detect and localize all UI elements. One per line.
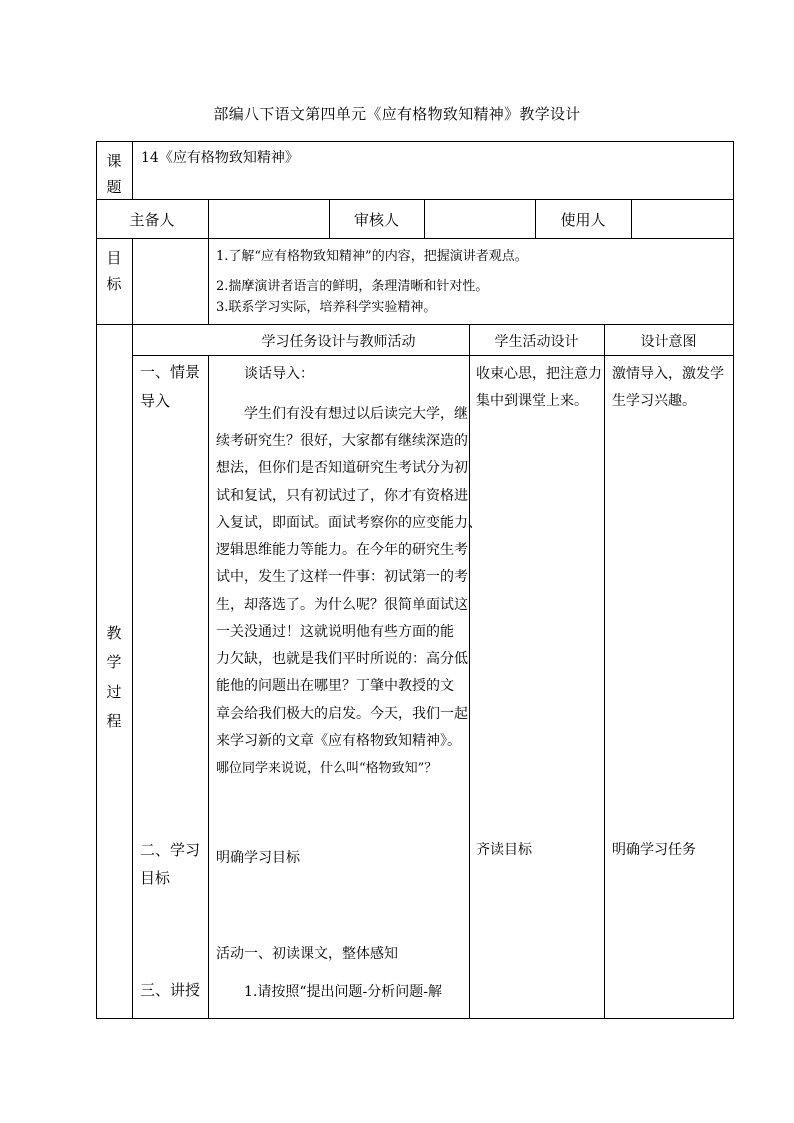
stage1-line: 试中，发生了这样一件事：初试第一的考 xyxy=(216,569,468,585)
stage2-intent: 明确学习任务 xyxy=(612,842,696,858)
lead-preparer-label: 主备人 xyxy=(129,211,175,229)
stage1-intent: 激情导入，激发学 xyxy=(612,366,724,382)
lesson-title-value: 14《应有格物致知精神》 xyxy=(141,150,299,166)
header-design-intent: 设计意图 xyxy=(640,334,697,350)
stage1-line: 能他的问题出在哪里？丁肇中教授的文 xyxy=(216,678,454,694)
stage2-student: 齐读目标 xyxy=(476,842,532,858)
stage3-name: 三、讲授 xyxy=(140,981,201,999)
goal-item: 3.联系学习实际，培养科学实验精神。 xyxy=(216,300,437,315)
stage1-line: 生，却落选了。为什么呢？很简单面试这 xyxy=(216,597,468,613)
stage2-name: 二、学习 xyxy=(140,841,201,859)
process-label: 教 学 过 程 xyxy=(106,624,122,730)
stage1-line: 哪位同学来说说，什么叫“格物致知”？ xyxy=(216,761,438,776)
stage1-line: 试和复试，只有初试过了，你才有资格进 xyxy=(216,488,468,504)
stage1-intent-line2: 生学习兴趣。 xyxy=(612,393,696,409)
stage3-activity: 活动一、初读课文，整体感知 xyxy=(216,946,398,962)
stage1-line: 一关没通过！这就说明他有些方面的能 xyxy=(216,624,454,640)
lesson-label: 课 题 xyxy=(106,152,122,197)
goal-item: 1.了解“应有格物致知精神”的内容，把握演讲者观点。 xyxy=(216,249,528,264)
stage3-item: 1.请按照“提出问题-分析问题-解 xyxy=(244,984,442,1000)
stage1-line: 章会给我们极大的启发。今天，我们一起 xyxy=(216,706,468,722)
stage1-student: 收束心思，把注意力 xyxy=(476,366,602,382)
stage1-name: 一、情景 xyxy=(140,363,201,381)
stage1-line: 入复试，即面试。面试考察你的应变能力、 xyxy=(216,515,482,531)
header-teacher-activity: 学习任务设计与教师活动 xyxy=(261,334,416,350)
header-student-activity: 学生活动设计 xyxy=(494,334,579,350)
stage1-line: 续考研究生？很好，大家都有继续深造的 xyxy=(216,433,468,449)
goals-label: 目 标 xyxy=(106,249,122,294)
stage1-heading: 谈话导入： xyxy=(244,366,314,382)
stage1-student-line2: 集中到课堂上来。 xyxy=(476,393,588,409)
stage1-line: 来学习新的文章《应有格物致知精神》。 xyxy=(216,733,461,749)
reviewer-label: 审核人 xyxy=(353,211,399,229)
stage2-teacher: 明确学习目标 xyxy=(216,850,300,866)
user-label: 使用人 xyxy=(560,211,606,229)
stage1-line: 想法，但你们是否知道研究生考试分为初 xyxy=(216,460,468,476)
document-title: 部编八下语文第四单元《应有格物致知精神》教学设计 xyxy=(213,105,581,123)
stage1-line: 力欠缺，也就是我们平时所说的：高分低 xyxy=(216,651,468,667)
goal-item: 2.揣摩演讲者语言的鲜明，条理清晰和针对性。 xyxy=(216,279,489,294)
stage1-name-line2: 导入 xyxy=(140,392,171,410)
stage2-name-line2: 目标 xyxy=(140,869,171,887)
stage1-line: 逻辑思维能力等能力。在今年的研究生考 xyxy=(216,542,468,558)
stage1-line: 学生们有没有想过以后读完大学，继 xyxy=(244,406,468,422)
